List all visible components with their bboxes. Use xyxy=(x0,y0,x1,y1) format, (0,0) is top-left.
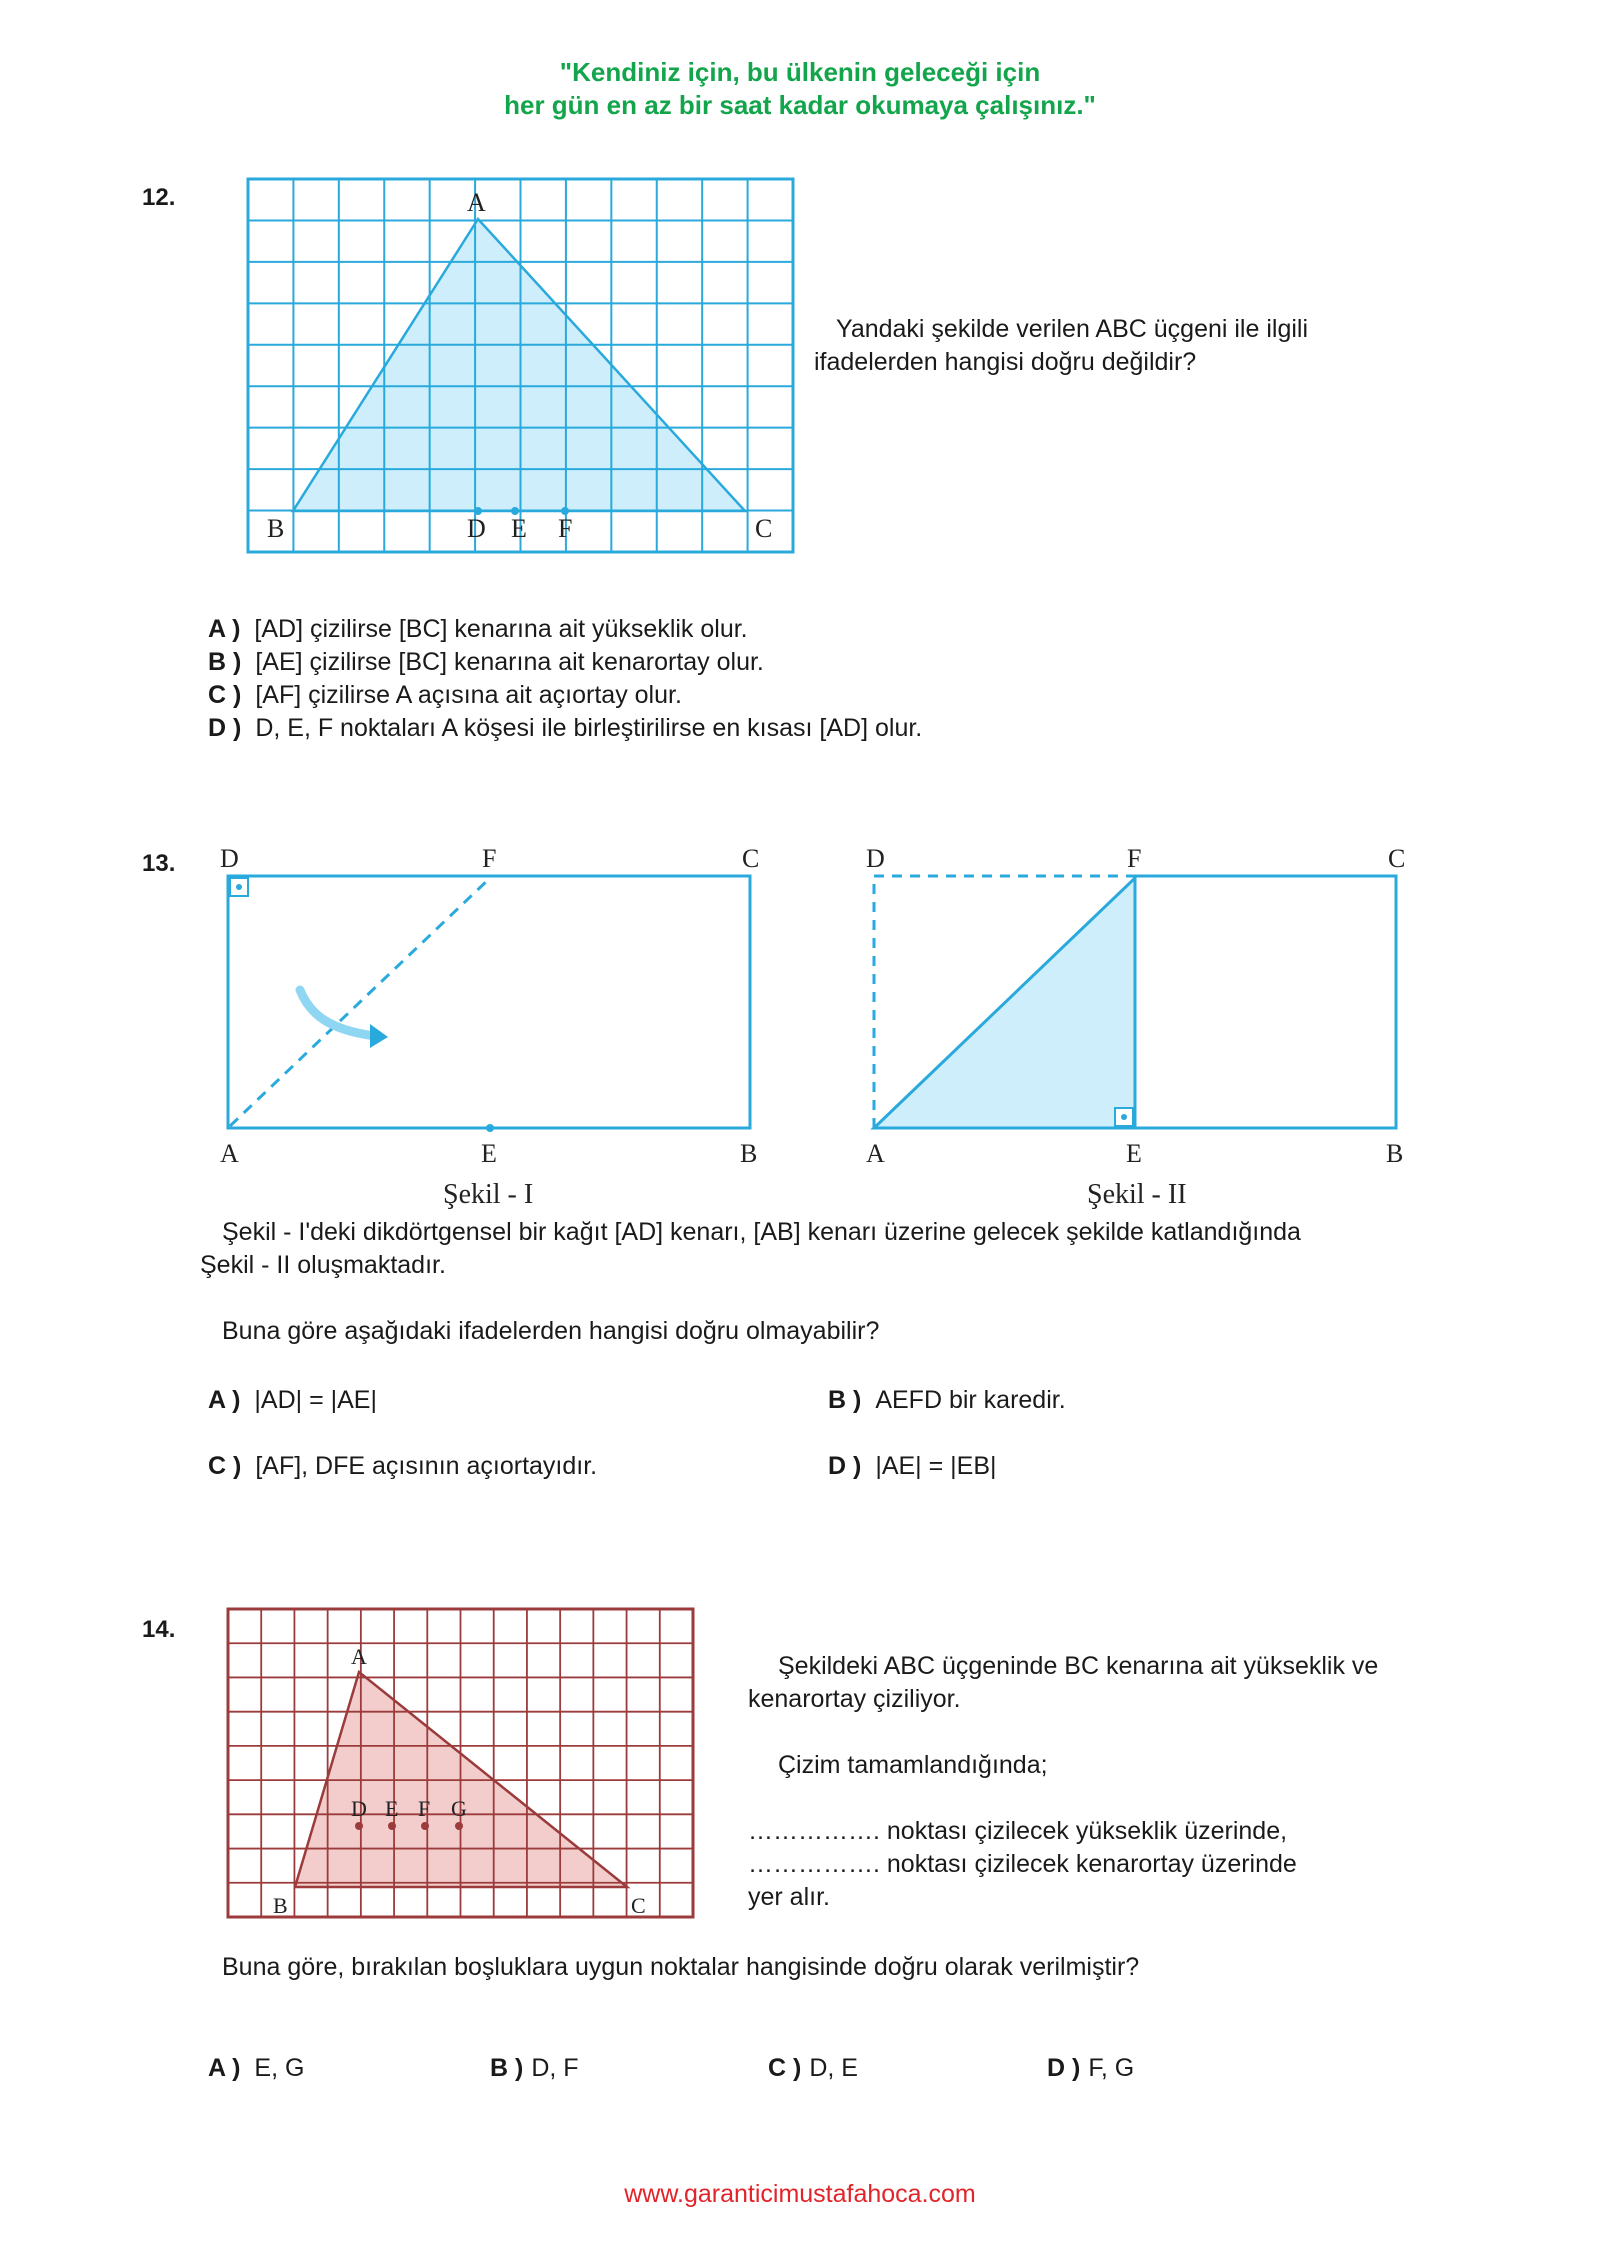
q13-option-d[interactable] xyxy=(828,1450,997,1483)
q13-prompt-line-1: Şekil - I'deki dikdörtgensel bir kağıt [AD] kenarı, [AB] kenarı üzerine gelecek şekilde katlandığında xyxy=(222,1218,1301,1246)
option-letter: C ) xyxy=(208,1452,242,1480)
q14-triangle-figure xyxy=(225,1606,700,1924)
q13-fig1-label-a: A xyxy=(220,1139,239,1168)
q13-fig2-label-a: A xyxy=(866,1139,885,1168)
question-14-number: 14. xyxy=(142,1616,176,1643)
option-letter: B ) xyxy=(828,1386,862,1414)
option-text: D, E, F noktaları A köşesi ile birleştirilirse en kısası [AD] olur. xyxy=(255,714,923,742)
option-letter: A ) xyxy=(208,2054,241,2082)
q14-blank-line-1: ……………. noktası çizilecek yükseklik üzerinde, xyxy=(748,1817,1288,1845)
q14-prompt-line-2: kenarortay çiziliyor. xyxy=(748,1685,961,1713)
option-letter: D ) xyxy=(1047,2054,1081,2082)
option-text: |AD| = |AE| xyxy=(254,1386,377,1414)
q13-fig1-point-e xyxy=(486,1124,494,1132)
option-letter: A ) xyxy=(208,615,241,643)
option-letter: D ) xyxy=(208,714,242,742)
option-text: [AE] çizilirse [BC] kenarına ait kenarortay olur. xyxy=(255,648,764,676)
q12-label-d: D xyxy=(467,514,486,543)
q12-triangle-figure xyxy=(245,175,805,565)
q13-fig2-label-c: C xyxy=(1388,844,1406,873)
option-text: [AF], DFE açısının açıortayıdır. xyxy=(255,1452,598,1480)
q13-fig2-triangle xyxy=(874,878,1135,1128)
q12-prompt-line-2: ifadelerden hangisi doğru değildir? xyxy=(814,348,1197,376)
q14-point-d xyxy=(355,1822,363,1830)
q12-label-a: A xyxy=(467,188,486,217)
q14-option-d[interactable] xyxy=(1047,2052,1134,2085)
q13-prompt-line-2: Şekil - II oluşmaktadır. xyxy=(200,1251,446,1279)
option-letter: B ) xyxy=(490,2054,524,2082)
option-text: D, F xyxy=(531,2054,579,2082)
option-text: E, G xyxy=(254,2054,305,2082)
q13-fig2-caption: Şekil - II xyxy=(1087,1179,1187,1210)
q13-fig1-label-e: E xyxy=(481,1139,497,1168)
q12-label-e: E xyxy=(511,514,527,543)
motto-line-1: "Kendiniz için, bu ülkenin geleceği için xyxy=(559,57,1041,87)
q12-option-b[interactable] xyxy=(208,646,764,679)
q14-blank-line-2: ……………. noktası çizilecek kenarortay üzerinde xyxy=(748,1850,1297,1878)
q13-fig2-label-d: D xyxy=(866,844,885,873)
q13-question: Buna göre aşağıdaki ifadelerden hangisi doğru olmayabilir? xyxy=(222,1317,880,1345)
option-letter: C ) xyxy=(768,2054,802,2082)
q13-fig1-fold-line xyxy=(230,878,490,1126)
q14-question: Buna göre, bırakılan boşluklara uygun noktalar hangisinde doğru olarak verilmiştir? xyxy=(222,1953,1140,1981)
q14-label-c: C xyxy=(631,1893,646,1918)
footer-website-link[interactable]: www.garanticimustafahoca.com xyxy=(624,2180,976,2208)
q13-option-a[interactable] xyxy=(208,1384,377,1417)
q14-label-e: E xyxy=(385,1796,399,1821)
q14-option-a[interactable] xyxy=(208,2052,304,2085)
q12-label-c: C xyxy=(755,514,773,543)
q13-fig1-label-d: D xyxy=(220,844,239,873)
option-letter: A ) xyxy=(208,1386,241,1414)
q13-figure-2 xyxy=(856,840,1416,1220)
q13-option-b[interactable] xyxy=(828,1384,1066,1417)
q13-figure-1 xyxy=(210,840,770,1220)
q14-label-d: D xyxy=(351,1796,367,1821)
q14-point-e xyxy=(388,1822,396,1830)
option-letter: D ) xyxy=(828,1452,862,1480)
q13-fig1-label-f: F xyxy=(482,844,497,873)
q14-prompt-line-1: Şekildeki ABC üçgeninde BC kenarına ait yükseklik ve xyxy=(778,1652,1379,1680)
q12-option-d[interactable] xyxy=(208,712,922,745)
q14-prompt-line-3: Çizim tamamlandığında; xyxy=(778,1751,1048,1779)
q13-fig1-caption: Şekil - I xyxy=(443,1179,534,1210)
option-text: AEFD bir karedir. xyxy=(875,1386,1066,1414)
q12-option-a[interactable] xyxy=(208,613,748,646)
option-text: |AE| = |EB| xyxy=(875,1452,997,1480)
q13-fold-arrow-icon xyxy=(300,990,375,1036)
q13-fig1-label-c: C xyxy=(742,844,760,873)
q14-option-c[interactable] xyxy=(768,2052,858,2085)
q12-prompt-line-1: Yandaki şekilde verilen ABC üçgeni ile ilgili xyxy=(836,315,1309,343)
q13-fig2-label-b: B xyxy=(1386,1139,1404,1168)
q13-fig2-label-f: F xyxy=(1127,844,1142,873)
q12-label-b: B xyxy=(267,514,285,543)
q13-fig2-right-part xyxy=(1135,876,1396,1128)
q14-point-f xyxy=(421,1822,429,1830)
motto-line-2: her gün en az bir saat kadar okumaya çalışınız." xyxy=(504,90,1096,120)
q12-label-f: F xyxy=(558,514,573,543)
option-text: D, E xyxy=(809,2054,858,2082)
option-text: [AD] çizilirse [BC] kenarına ait yükseklik olur. xyxy=(254,615,748,643)
q12-option-c[interactable] xyxy=(208,679,682,712)
option-text: F, G xyxy=(1088,2054,1135,2082)
q13-fig2-label-e: E xyxy=(1126,1139,1142,1168)
q14-option-b[interactable] xyxy=(490,2052,579,2085)
question-13-number: 13. xyxy=(142,850,176,877)
option-letter: C ) xyxy=(208,681,242,709)
option-text: [AF] çizilirse A açısına ait açıortay olur. xyxy=(255,681,682,709)
q14-label-b: B xyxy=(273,1893,288,1918)
q14-label-g: G xyxy=(451,1796,467,1821)
option-letter: B ) xyxy=(208,648,242,676)
q13-option-c[interactable] xyxy=(208,1450,597,1483)
q13-fig1-label-b: B xyxy=(740,1139,758,1168)
q14-label-a: A xyxy=(351,1644,367,1669)
question-12-number: 12. xyxy=(142,184,176,211)
q14-label-f: F xyxy=(418,1796,431,1821)
q14-point-g xyxy=(455,1822,463,1830)
q14-blank-line-3: yer alır. xyxy=(748,1883,830,1911)
